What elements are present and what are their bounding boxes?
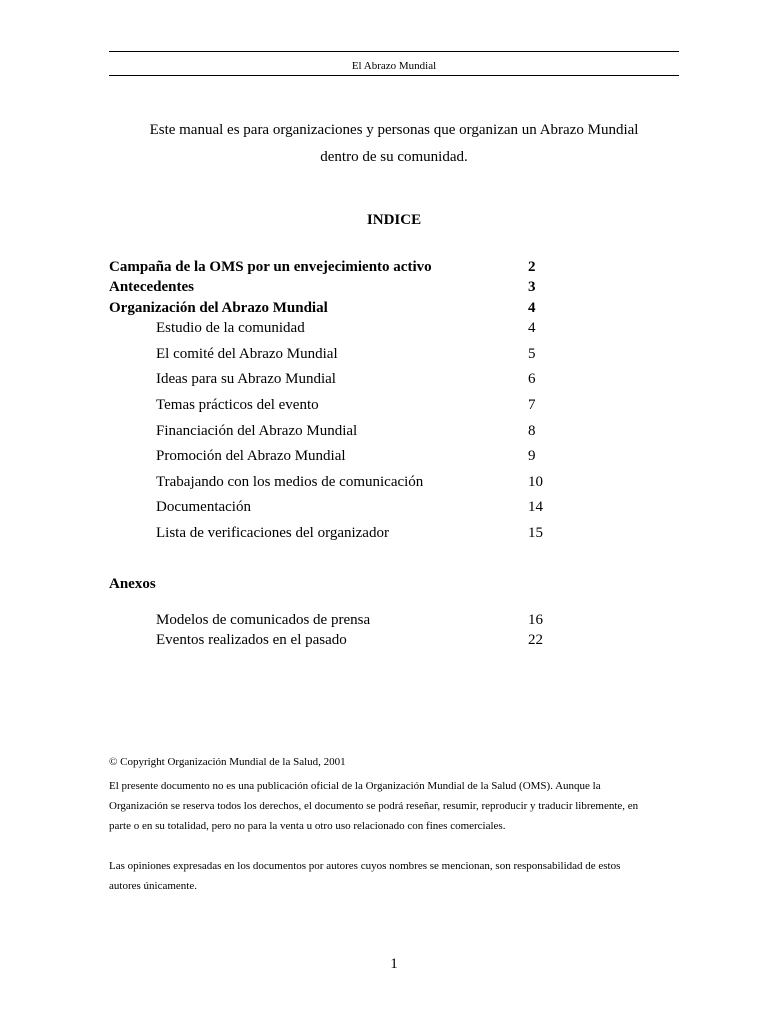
toc-subentry-label: El comité del Abrazo Mundial xyxy=(156,346,338,362)
toc-subentry-page: 8 xyxy=(528,423,536,439)
toc-subentry xyxy=(109,319,579,337)
toc-annex-entry xyxy=(109,631,579,649)
annex-title: Anexos xyxy=(109,576,156,592)
legal-text-line: parte o en su totalidad, pero no para la venta u otro uso relacionado con fines comerciales. xyxy=(109,820,506,832)
toc-subentry-label: Documentación xyxy=(156,499,251,515)
toc-subentry-page: 10 xyxy=(528,474,543,490)
toc-entry xyxy=(109,258,579,276)
toc-subentry xyxy=(109,422,579,440)
toc-annex-label: Modelos de comunicados de prensa xyxy=(156,612,371,628)
toc-entry xyxy=(109,278,579,296)
toc-entry-page: 3 xyxy=(528,279,536,295)
toc-subentry xyxy=(109,396,579,414)
toc-subentry-label: Promoción del Abrazo Mundial xyxy=(156,448,346,464)
toc-entry-label: Organización del Abrazo Mundial xyxy=(109,300,328,316)
toc-annex-entry xyxy=(109,611,579,629)
toc-subentry xyxy=(109,473,579,491)
toc-subentry-page: 15 xyxy=(528,525,543,541)
page-number: 1 xyxy=(390,956,398,972)
toc-annex-page: 22 xyxy=(528,632,543,648)
toc-subentry-label: Lista de verificaciones del organizador xyxy=(156,525,389,541)
toc-entry-page: 2 xyxy=(528,259,536,275)
toc-subentry-label: Estudio de la comunidad xyxy=(156,320,305,336)
copyright-notice: © Copyright Organización Mundial de la Salud, 2001 xyxy=(109,756,346,768)
toc-subentry-label: Trabajando con los medios de comunicación xyxy=(156,474,424,490)
toc-subentry-label: Ideas para su Abrazo Mundial xyxy=(156,371,336,387)
intro-line-2: dentro de su comunidad. xyxy=(320,149,468,165)
toc-subentry-page: 9 xyxy=(528,448,536,464)
toc-subentry xyxy=(109,524,579,542)
opinions-text-line: Las opiniones expresadas en los documentos por autores cuyos nombres se mencionan, son responsabilidad de estos xyxy=(109,860,621,872)
toc-subentry xyxy=(109,447,579,465)
toc-entry-label: Antecedentes xyxy=(109,279,194,295)
legal-text-line: El presente documento no es una publicación oficial de la Organización Mundial de la Salud (OMS). Aunque la xyxy=(109,780,601,792)
toc-subentry xyxy=(109,345,579,363)
toc-annex-page: 16 xyxy=(528,612,543,628)
toc-entry-label: Campaña de la OMS por un envejecimiento activo xyxy=(109,259,432,275)
toc-subentry-label: Financiación del Abrazo Mundial xyxy=(156,423,358,439)
opinions-text-line: autores únicamente. xyxy=(109,880,197,892)
toc-entry xyxy=(109,299,579,317)
toc-subentry xyxy=(109,498,579,516)
toc-annex-label: Eventos realizados en el pasado xyxy=(156,632,347,648)
toc-subentry xyxy=(109,370,579,388)
toc-subentry-label: Temas prácticos del evento xyxy=(156,397,319,413)
toc-title: INDICE xyxy=(366,212,422,228)
toc-subentry-page: 4 xyxy=(528,320,536,336)
toc-entry-page: 4 xyxy=(528,300,536,316)
intro-line-1: Este manual es para organizaciones y personas que organizan un Abrazo Mundial xyxy=(149,122,639,138)
toc-subentry-page: 6 xyxy=(528,371,536,387)
legal-text-line: Organización se reserva todos los derechos, el documento se podrá reseñar, resumir, reproducir y traducir libremente, en xyxy=(109,800,639,812)
header-rule-top xyxy=(109,51,679,52)
running-header-title: El Abrazo Mundial xyxy=(351,60,437,72)
toc-subentry-page: 5 xyxy=(528,346,536,362)
toc-subentry-page: 7 xyxy=(528,397,536,413)
header-rule-bottom xyxy=(109,75,679,76)
toc-subentry-page: 14 xyxy=(528,499,543,515)
